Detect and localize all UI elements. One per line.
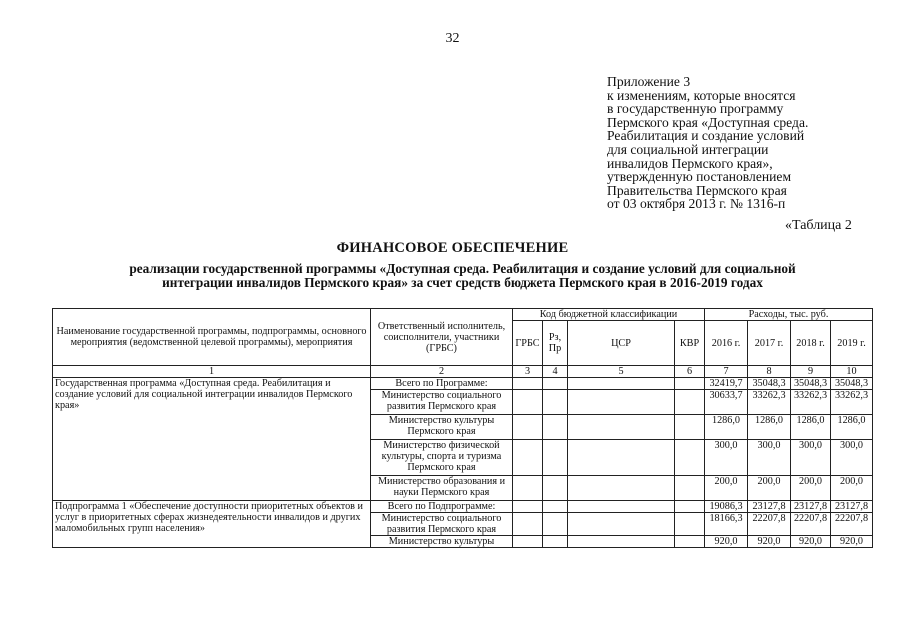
executor-cell: Министерство образования и науки Пермского края	[371, 476, 513, 501]
page-number: 32	[445, 31, 460, 46]
header-2017: 2017 г.	[748, 321, 791, 366]
header-grbs: ГРБС	[513, 321, 543, 366]
appendix-line: Приложение 3	[607, 74, 691, 89]
appendix-line: Пермского края «Доступная среда.	[607, 114, 809, 130]
appendix-line: в государственную программу	[607, 101, 784, 117]
header-2018: 2018 г.	[791, 321, 831, 366]
value-2016: 1286,0	[705, 415, 748, 440]
value-2019: 33262,3	[831, 390, 873, 415]
subtitle-line: реализации государственной программы «Доступная среда. Реабилитация и создание условий для социальной	[129, 261, 796, 276]
value-2019: 920,0	[831, 536, 873, 548]
table-reference: «Таблица 2	[785, 218, 852, 233]
appendix-line: для социальной интеграции	[607, 141, 769, 157]
index-cell: 10	[831, 366, 873, 378]
index-cell: 9	[791, 366, 831, 378]
column-index-row	[53, 366, 873, 378]
value-2019: 23127,8	[831, 501, 873, 513]
header-budget-code: Код бюджетной классификации	[513, 309, 705, 321]
value-2019: 35048,3	[831, 378, 873, 390]
header-rz-pr: Рз, Пр	[543, 321, 568, 366]
table-row	[53, 378, 873, 390]
index-cell: 6	[675, 366, 705, 378]
executor-cell: Всего по Программе:	[371, 378, 513, 390]
value-2019: 300,0	[831, 440, 873, 476]
value-2016: 300,0	[705, 440, 748, 476]
appendix-line: Правительства Пермского края	[607, 182, 787, 198]
value-2017: 22207,8	[748, 513, 791, 536]
table-row	[53, 501, 873, 513]
index-cell: 4	[543, 366, 568, 378]
value-2018: 300,0	[791, 440, 831, 476]
header-csr: ЦСР	[568, 321, 675, 366]
value-2018: 920,0	[791, 536, 831, 548]
value-2016: 920,0	[705, 536, 748, 548]
index-cell: 2	[371, 366, 513, 378]
appendix-line: Реабилитация и создание условий	[607, 128, 805, 144]
header-name: Наименование государственной программы, подпрограммы, основного мероприятия (ведомственной целевой программы), мероприятия	[53, 309, 371, 366]
value-2017: 200,0	[748, 476, 791, 501]
value-2016: 32419,7	[705, 378, 748, 390]
appendix-block	[607, 75, 867, 211]
executor-cell: Министерство культуры	[371, 536, 513, 548]
executor-cell: Министерство культуры Пермского края	[371, 415, 513, 440]
header-expenses: Расходы, тыс. руб.	[705, 309, 873, 321]
header-executor: Ответственный исполнитель, соисполнители, участники (ГРБС)	[371, 309, 513, 366]
value-2018: 22207,8	[791, 513, 831, 536]
value-2017: 23127,8	[748, 501, 791, 513]
index-cell: 3	[513, 366, 543, 378]
value-2016: 30633,7	[705, 390, 748, 415]
value-2017: 35048,3	[748, 378, 791, 390]
header-row	[53, 309, 873, 321]
index-cell: 1	[53, 366, 371, 378]
value-2017: 1286,0	[748, 415, 791, 440]
program-name-cell: Государственная программа «Доступная среда. Реабилитация и создание условий для социальной интеграции инвалидов Пермского края»	[53, 378, 371, 501]
value-2016: 19086,3	[705, 501, 748, 513]
value-2016: 200,0	[705, 476, 748, 501]
value-2017: 920,0	[748, 536, 791, 548]
executor-cell: Министерство социального развития Пермского края	[371, 513, 513, 536]
value-2019: 22207,8	[831, 513, 873, 536]
executor-cell: Всего по Подпрограмме:	[371, 501, 513, 513]
value-2017: 33262,3	[748, 390, 791, 415]
subtitle-line: интеграции инвалидов Пермского края» за счет средств бюджета Пермского края в 2016-2019 годах	[162, 275, 763, 290]
value-2018: 35048,3	[791, 378, 831, 390]
value-2019: 1286,0	[831, 415, 873, 440]
value-2017: 300,0	[748, 440, 791, 476]
header-kvr: КВР	[675, 321, 705, 366]
document-subtitle	[40, 262, 885, 290]
financing-table	[52, 308, 873, 548]
document-title: ФИНАНСОВОЕ ОБЕСПЕЧЕНИЕ	[336, 240, 569, 256]
index-cell: 5	[568, 366, 675, 378]
index-cell: 7	[705, 366, 748, 378]
appendix-line: инвалидов Пермского края»,	[607, 155, 773, 171]
subprogram-name-cell: Подпрограмма 1 «Обеспечение доступности приоритетных объектов и услуг в приоритетных сферах жизнедеятельности инвалидов и других маломобильных групп населения»	[53, 501, 371, 548]
header-2016: 2016 г.	[705, 321, 748, 366]
header-2019: 2019 г.	[831, 321, 873, 366]
index-cell: 8	[748, 366, 791, 378]
appendix-line: от 03 октября 2013 г. № 1316-п	[607, 196, 786, 212]
value-2018: 33262,3	[791, 390, 831, 415]
executor-cell: Министерство физической культуры, спорта и туризма Пермского края	[371, 440, 513, 476]
value-2019: 200,0	[831, 476, 873, 501]
value-2018: 23127,8	[791, 501, 831, 513]
value-2016: 18166,3	[705, 513, 748, 536]
value-2018: 200,0	[791, 476, 831, 501]
appendix-line: утвержденную постановлением	[607, 169, 792, 185]
appendix-line: к изменениям, которые вносятся	[607, 87, 796, 103]
executor-cell: Министерство социального развития Пермского края	[371, 390, 513, 415]
value-2018: 1286,0	[791, 415, 831, 440]
